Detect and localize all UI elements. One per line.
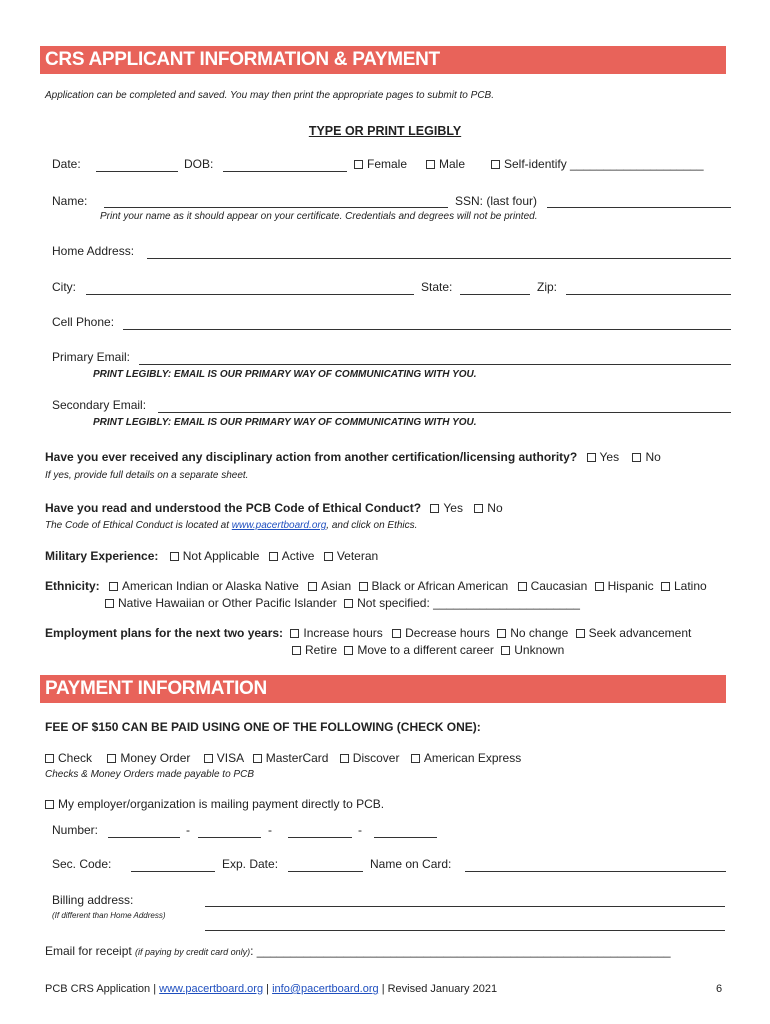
ethnicity-asian-checkbox[interactable] xyxy=(308,582,317,591)
name-on-card-field[interactable] xyxy=(465,871,726,872)
employment-increase-checkbox[interactable] xyxy=(290,629,299,638)
disciplinary-question-text: Have you ever received any disciplinary action from another certification/licensing authority? xyxy=(45,450,578,464)
billing-address-line-2[interactable] xyxy=(205,930,725,931)
employer-mailing-option[interactable]: My employer/organization is mailing payment directly to PCB. xyxy=(45,797,384,811)
self-identify-option[interactable]: Self-identify ____________________ xyxy=(491,157,704,171)
card-number-part-2[interactable] xyxy=(198,837,261,838)
sec-code-label: Sec. Code: xyxy=(52,857,112,871)
military-row xyxy=(45,549,378,563)
dob-field[interactable] xyxy=(223,171,347,172)
military-not-applicable-checkbox[interactable] xyxy=(170,552,179,561)
method-visa-checkbox[interactable] xyxy=(204,754,213,763)
email-receipt-label: Email for receipt xyxy=(45,944,132,958)
method-discover-checkbox[interactable] xyxy=(340,754,349,763)
employer-mailing-checkbox[interactable] xyxy=(45,800,54,809)
ethnicity-caucasian-option[interactable]: Caucasian xyxy=(518,579,588,593)
city-label: City: xyxy=(52,280,76,294)
disciplinary-no-option[interactable]: No xyxy=(632,450,660,464)
military-label: Military Experience: xyxy=(45,549,159,563)
ethnicity-row-2 xyxy=(105,596,580,610)
ethnicity-native-hawaiian-option[interactable]: Native Hawaiian or Other Pacific Islander xyxy=(105,596,337,610)
ethics-no-checkbox[interactable] xyxy=(474,504,483,513)
ethics-no-option[interactable]: No xyxy=(474,501,502,515)
name-note: Print your name as it should appear on your certificate. Credentials and degrees will not be printed. xyxy=(100,211,538,222)
date-field[interactable] xyxy=(96,171,178,172)
military-active-checkbox[interactable] xyxy=(269,552,278,561)
method-check-checkbox[interactable] xyxy=(45,754,54,763)
employment-row-2 xyxy=(292,643,564,657)
method-amex-checkbox[interactable] xyxy=(411,754,420,763)
disciplinary-note: If yes, provide full details on a separate sheet. xyxy=(45,470,249,481)
method-amex-option[interactable]: American Express xyxy=(411,751,521,765)
female-checkbox[interactable] xyxy=(354,160,363,169)
ethics-question xyxy=(45,501,503,515)
email-receipt-field[interactable]: : ______________________________________________________________ xyxy=(250,944,671,958)
ethics-question-text: Have you read and understood the PCB Code of Ethical Conduct? xyxy=(45,501,422,515)
self-identify-checkbox[interactable] xyxy=(491,160,500,169)
primary-email-note: PRINT LEGIBLY: EMAIL IS OUR PRIMARY WAY OF COMMUNICATING WITH YOU. xyxy=(93,369,477,380)
employment-retire-option[interactable]: Retire xyxy=(292,643,337,657)
methods-note: Checks & Money Orders made payable to PCB xyxy=(45,769,254,780)
dash-2: - xyxy=(268,823,272,837)
ethnicity-not-specified-checkbox[interactable] xyxy=(344,599,353,608)
employment-retire-checkbox[interactable] xyxy=(292,646,301,655)
ssn-field[interactable] xyxy=(547,207,731,208)
male-option[interactable]: Male xyxy=(426,157,465,171)
secondary-email-field[interactable] xyxy=(158,412,731,413)
state-field[interactable] xyxy=(460,294,530,295)
ethnicity-not-specified-option[interactable]: Not specified: ______________________ xyxy=(344,596,580,610)
disciplinary-yes-option[interactable]: Yes xyxy=(587,450,620,464)
number-label: Number: xyxy=(52,823,99,837)
page-number: 6 xyxy=(716,983,723,995)
employment-row-1 xyxy=(45,626,691,640)
payment-title: PAYMENT INFORMATION xyxy=(45,678,267,699)
method-mastercard-checkbox[interactable] xyxy=(253,754,262,763)
ethnicity-american-indian-option[interactable]: American Indian or Alaska Native xyxy=(109,579,299,593)
billing-address-line-1[interactable] xyxy=(205,906,725,907)
method-money-order-option[interactable]: Money Order xyxy=(107,751,190,765)
military-not-applicable-option[interactable]: Not Applicable xyxy=(170,549,260,563)
subtitle: Application can be completed and saved. You may then print the appropriate pages to submit to PCB. xyxy=(45,90,494,101)
cell-phone-field[interactable] xyxy=(123,329,731,330)
secondary-email-label: Secondary Email: xyxy=(52,398,147,412)
secondary-email-note: PRINT LEGIBLY: EMAIL IS OUR PRIMARY WAY OF COMMUNICATING WITH YOU. xyxy=(93,417,477,428)
employment-increase-option[interactable]: Increase hours xyxy=(290,626,382,640)
footer-email-link[interactable]: info@pacertboard.org xyxy=(272,983,379,995)
name-label: Name: xyxy=(52,194,88,208)
billing-label: Billing address: xyxy=(52,893,134,907)
fee-text: FEE OF $150 CAN BE PAID USING ONE OF THE FOLLOWING (CHECK ONE): xyxy=(45,720,481,734)
employment-no-change-option[interactable]: No change xyxy=(497,626,568,640)
footer: PCB CRS Application | www.pacertboard.org | info@pacertboard.org | Revised January 2021 xyxy=(45,983,498,995)
sec-code-field[interactable] xyxy=(131,871,215,872)
card-number-part-1[interactable] xyxy=(108,837,180,838)
ethnicity-caucasian-checkbox[interactable] xyxy=(518,582,527,591)
city-field[interactable] xyxy=(86,294,414,295)
disciplinary-no-checkbox[interactable] xyxy=(632,453,641,462)
date-label: Date: xyxy=(52,157,81,171)
ethnicity-asian-option[interactable]: Asian xyxy=(308,579,351,593)
ethics-yes-option[interactable]: Yes xyxy=(430,501,463,515)
ssn-label: SSN: (last four) xyxy=(455,194,538,208)
email-receipt-row[interactable] xyxy=(45,944,671,958)
home-address-field[interactable] xyxy=(147,258,731,259)
method-money-order-checkbox[interactable] xyxy=(107,754,116,763)
page-title: CRS APPLICANT INFORMATION & PAYMENT xyxy=(45,49,440,70)
name-field[interactable] xyxy=(104,207,448,208)
ethnicity-row-1 xyxy=(45,579,707,593)
ethnicity-label: Ethnicity: xyxy=(45,579,100,593)
name-on-card-label: Name on Card: xyxy=(370,857,452,871)
exp-date-field[interactable] xyxy=(288,871,363,872)
employment-decrease-checkbox[interactable] xyxy=(392,629,401,638)
ethnicity-native-hawaiian-checkbox[interactable] xyxy=(105,599,114,608)
zip-field[interactable] xyxy=(566,294,731,295)
type-print-heading: TYPE OR PRINT LEGIBLY xyxy=(308,124,462,138)
employment-unknown-option[interactable]: Unknown xyxy=(501,643,564,657)
ethnicity-hispanic-checkbox[interactable] xyxy=(595,582,604,591)
home-address-label: Home Address: xyxy=(52,244,135,258)
employment-move-checkbox[interactable] xyxy=(344,646,353,655)
footer-website-link[interactable]: www.pacertboard.org xyxy=(159,983,264,995)
method-check-option[interactable]: Check xyxy=(45,751,92,765)
ethics-note: The Code of Ethical Conduct is located at www.pacertboard.org, and click on Ethics. xyxy=(45,520,418,531)
payment-banner xyxy=(40,675,726,703)
employment-decrease-option[interactable]: Decrease hours xyxy=(392,626,490,640)
dash-1: - xyxy=(186,823,190,837)
method-visa-option[interactable]: VISA xyxy=(204,751,244,765)
male-checkbox[interactable] xyxy=(426,160,435,169)
disciplinary-question xyxy=(45,450,661,464)
dash-3: - xyxy=(358,823,362,837)
billing-note: (If different than Home Address) xyxy=(52,911,166,920)
dob-label: DOB: xyxy=(184,157,214,171)
female-option[interactable]: Female xyxy=(354,157,407,171)
primary-email-label: Primary Email: xyxy=(52,350,131,364)
state-label: State: xyxy=(421,280,453,294)
military-veteran-checkbox[interactable] xyxy=(324,552,333,561)
employment-advancement-checkbox[interactable] xyxy=(576,629,585,638)
payment-methods-row xyxy=(45,751,521,765)
card-number-part-4[interactable] xyxy=(374,837,437,838)
ethnicity-hispanic-option[interactable]: Hispanic xyxy=(595,579,654,593)
primary-email-field[interactable] xyxy=(139,364,731,365)
military-active-option[interactable]: Active xyxy=(269,549,315,563)
zip-label: Zip: xyxy=(537,280,558,294)
header-banner xyxy=(40,46,726,74)
disciplinary-yes-checkbox[interactable] xyxy=(587,453,596,462)
email-receipt-note: (if paying by credit card only) xyxy=(135,947,251,957)
cell-phone-label: Cell Phone: xyxy=(52,315,115,329)
exp-date-label: Exp. Date: xyxy=(222,857,279,871)
ethics-link[interactable]: www.pacertboard.org xyxy=(231,520,327,531)
method-discover-option[interactable]: Discover xyxy=(340,751,400,765)
employment-label: Employment plans for the next two years: xyxy=(45,626,284,640)
ethnicity-latino-checkbox[interactable] xyxy=(661,582,670,591)
military-veteran-option[interactable]: Veteran xyxy=(324,549,378,563)
method-mastercard-option[interactable]: MasterCard xyxy=(253,751,329,765)
employment-unknown-checkbox[interactable] xyxy=(501,646,510,655)
ethnicity-black-option[interactable]: Black or African American xyxy=(359,579,509,593)
ethnicity-american-indian-checkbox[interactable] xyxy=(109,582,118,591)
employment-advancement-option[interactable]: Seek advancement xyxy=(576,626,692,640)
employment-no-change-checkbox[interactable] xyxy=(497,629,506,638)
card-number-part-3[interactable] xyxy=(288,837,352,838)
employment-move-option[interactable]: Move to a different career xyxy=(344,643,494,657)
ethics-yes-checkbox[interactable] xyxy=(430,504,439,513)
ethnicity-latino-option[interactable]: Latino xyxy=(661,579,707,593)
ethnicity-black-checkbox[interactable] xyxy=(359,582,368,591)
